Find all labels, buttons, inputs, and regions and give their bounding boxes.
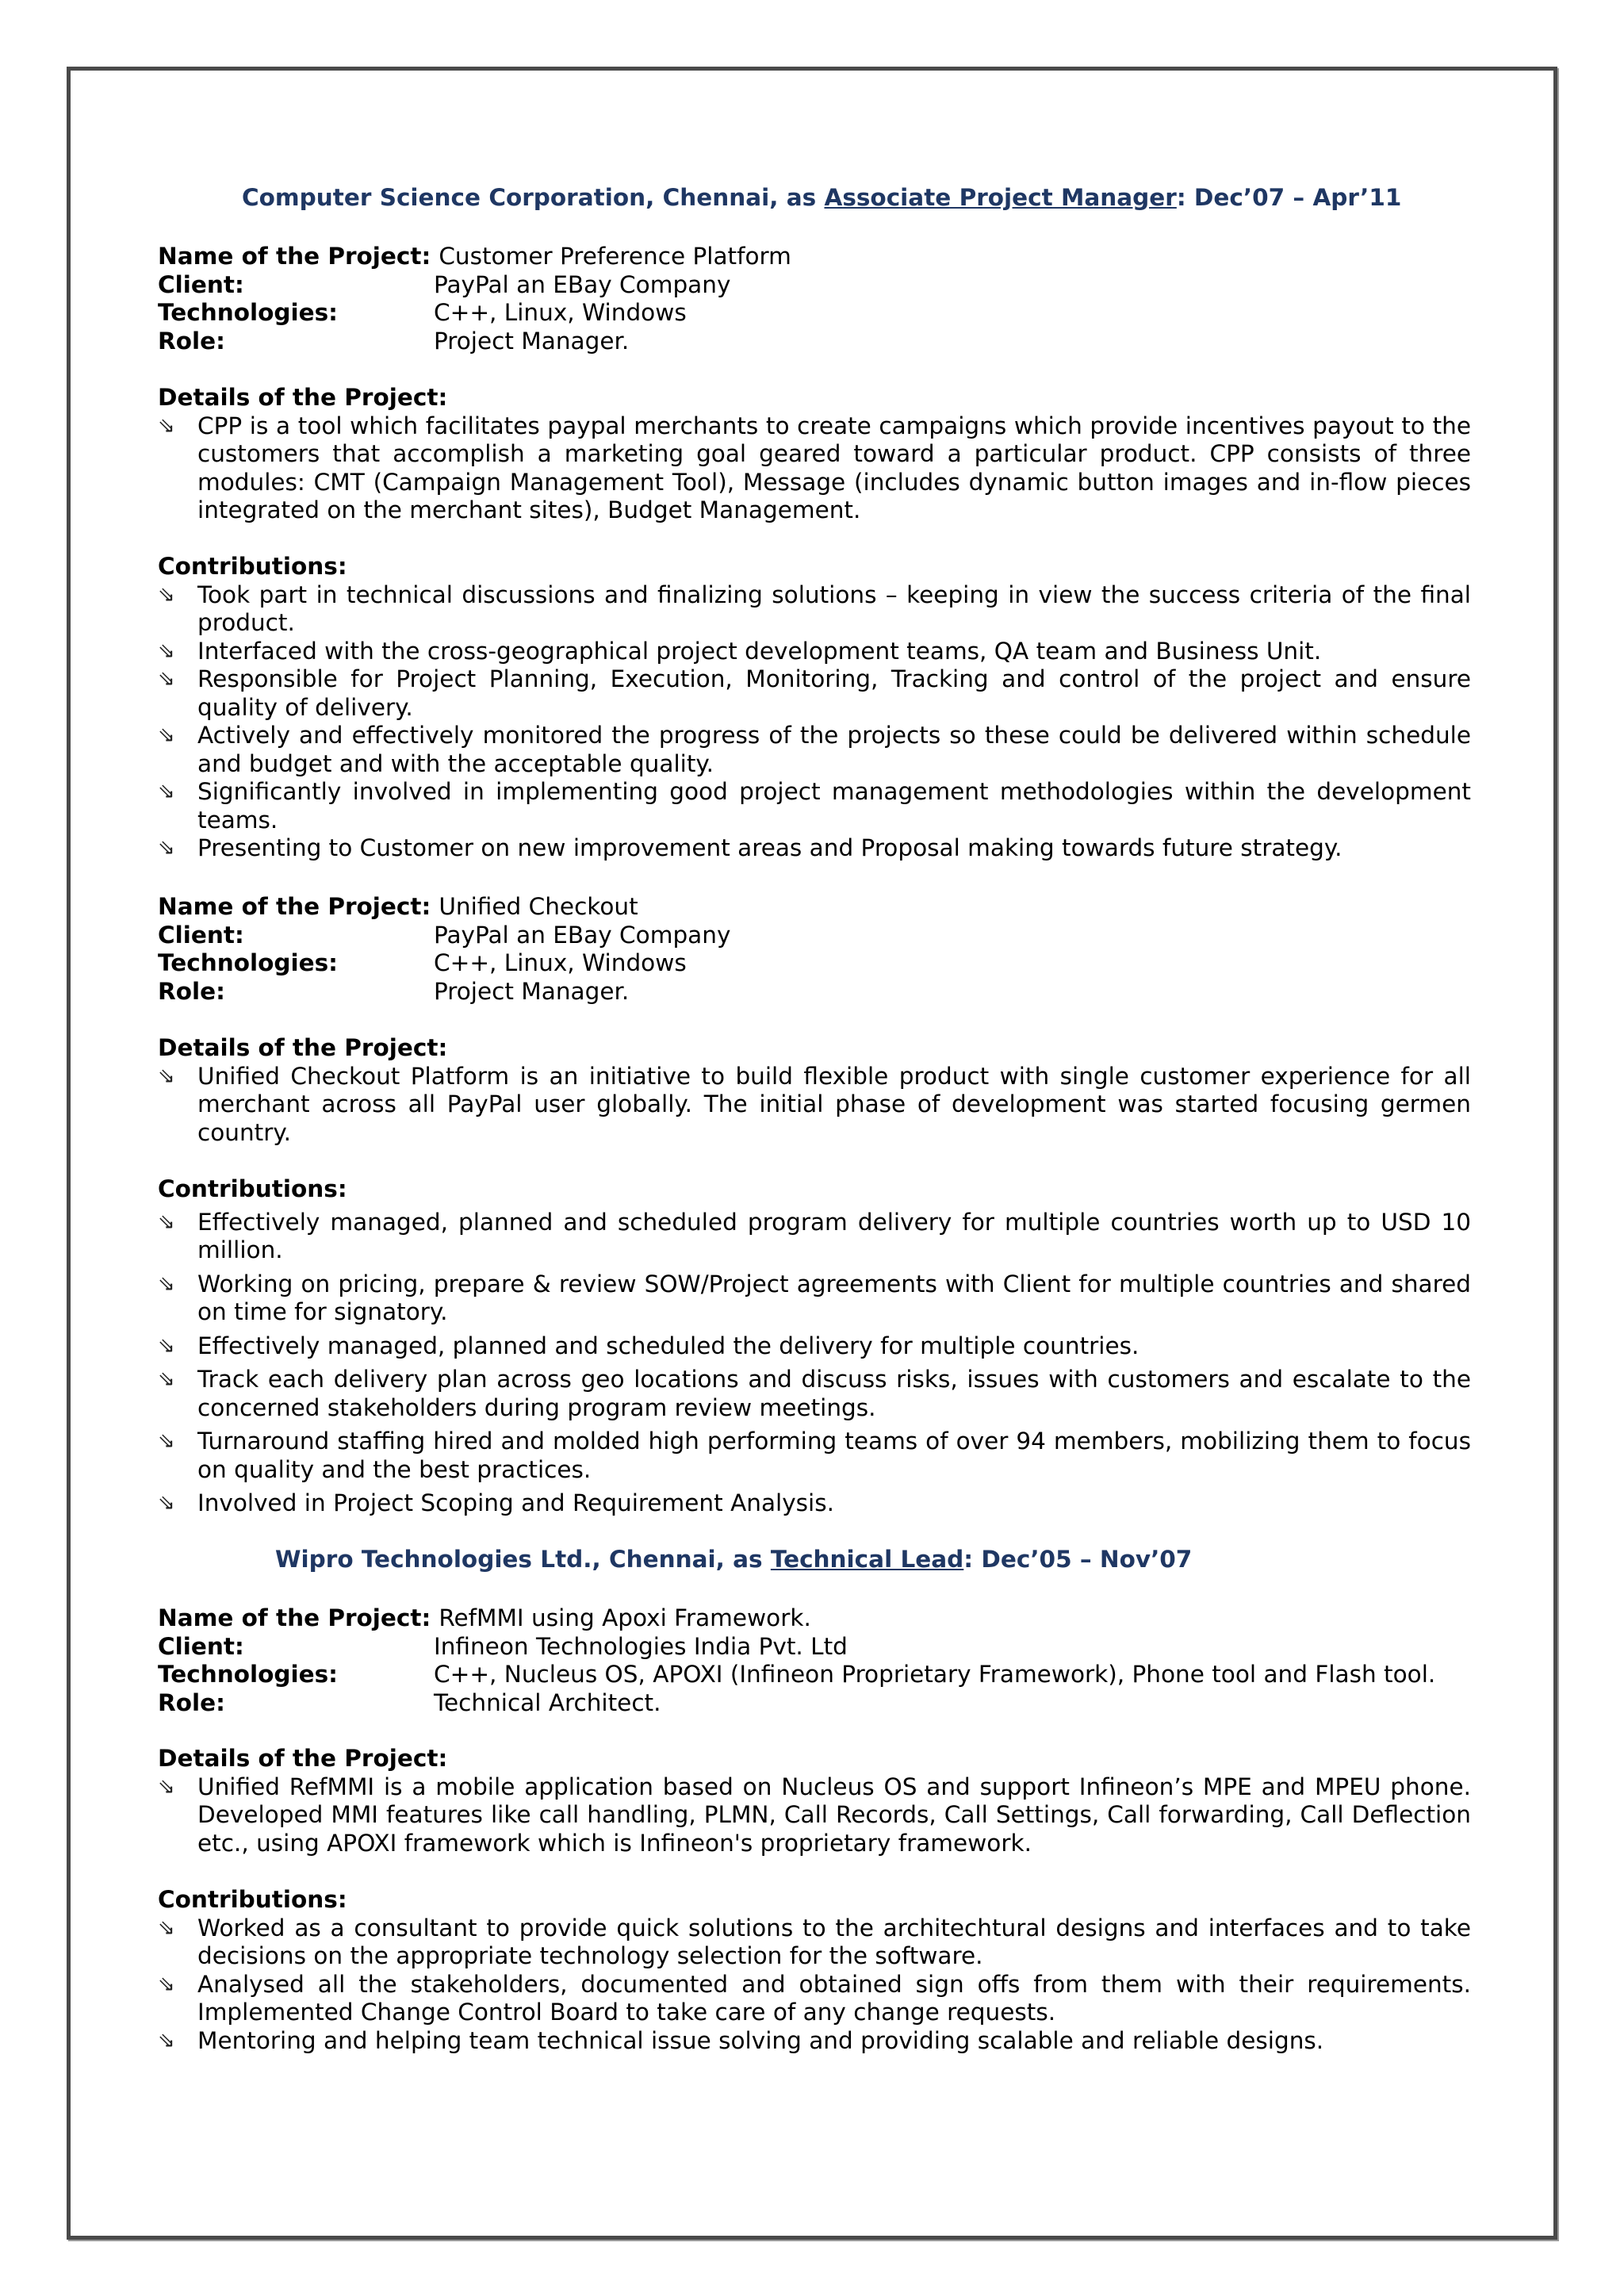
project-name-value: Unified Checkout — [439, 893, 638, 920]
project-name-label: Name of the Project: — [158, 1604, 431, 1631]
role-row — [158, 978, 1471, 1006]
technologies-label: Technologies: — [158, 949, 338, 976]
technologies-row — [158, 299, 1471, 328]
contributions-title: Contributions: — [158, 553, 347, 580]
list-item: ⇘ Worked as a consultant to provide quick solutions to the architechtural designs and interfaces and to take decisions on the appropriate technology selection for the software. — [158, 1914, 1471, 1969]
list-item: ⇘ Working on pricing, prepare & review SOW/Project agreements with Client for multiple countries and shared on time for signatory. — [158, 1270, 1471, 1325]
details-title: Details of the Project: — [158, 1034, 448, 1061]
csc-project2-details — [158, 1034, 1471, 1147]
list-item: ⇘ Interfaced with the cross-geographical project development teams, QA team and Business Unit. — [158, 637, 1322, 665]
role-label: Role: — [158, 1688, 225, 1716]
wipro-company: Wipro Technologies Ltd., Chennai, as — [275, 1546, 771, 1573]
arrow-bullet-icon: ⇘ — [158, 1064, 175, 1088]
project-name-value: Customer Preference Platform — [439, 243, 791, 270]
csc-role-link: Associate Project Manager — [824, 184, 1177, 211]
list-item: ⇘ Unified RefMMI is a mobile application based on Nucleus OS and support Infineon’s MPE and MPEU phone. Developed MMI features like call handling, PLMN, Call Records, Call Settings, Call forwarding, Call Deflection etc., using APOXI framework which is Infineon's proprietary framework. — [158, 1773, 1471, 1857]
details-list — [158, 412, 1471, 525]
arrow-bullet-icon: ⇘ — [158, 836, 175, 860]
wipro-project1-contributions — [158, 1886, 1471, 2055]
client-label: Client: — [158, 1632, 244, 1660]
list-item: ⇘ Significantly involved in implementing good project management methodologies within the development teams. — [158, 778, 1471, 834]
role-row — [158, 1689, 1471, 1718]
csc-project1-details — [158, 384, 1471, 525]
client-value: PayPal an EBay Company — [434, 270, 731, 298]
arrow-bullet-icon: ⇘ — [158, 1972, 175, 1996]
list-item: ⇘ Actively and effectively monitored the progress of the projects so these could be delivered within schedule and budget and with the acceptable quality. — [158, 722, 1471, 777]
wipro-role-link: Technical Lead — [770, 1546, 964, 1573]
arrow-bullet-icon: ⇘ — [158, 667, 175, 691]
role-value: Project Manager. — [434, 977, 630, 1005]
contributions-list — [158, 1915, 1471, 2056]
arrow-bullet-icon: ⇘ — [158, 1333, 175, 1358]
client-row — [158, 922, 1471, 950]
list-item: ⇘ Analysed all the stakeholders, documented and obtained sign offs from them with their requirements. Implemented Change Control Board to take care of any change requests. — [158, 1970, 1471, 2026]
project-name-row — [158, 893, 1471, 922]
arrow-bullet-icon: ⇘ — [158, 1209, 175, 1234]
list-item: ⇘ Track each delivery plan across geo locations and discuss risks, issues with customers and escalate to the concerned stakeholders during program review meetings. — [158, 1366, 1471, 1421]
details-list — [158, 1773, 1471, 1858]
csc-project2-contributions — [158, 1175, 1471, 1524]
arrow-bullet-icon: ⇘ — [158, 1271, 175, 1296]
arrow-bullet-icon: ⇘ — [158, 780, 175, 803]
list-item: ⇘ Involved in Project Scoping and Requirement Analysis. — [158, 1489, 834, 1516]
client-value: PayPal an EBay Company — [434, 921, 731, 949]
arrow-bullet-icon: ⇘ — [158, 638, 175, 663]
details-title: Details of the Project: — [158, 1745, 448, 1772]
contributions-list — [158, 581, 1471, 863]
technologies-row — [158, 1661, 1471, 1689]
project-name-row — [158, 243, 1471, 271]
project-name-row — [158, 1604, 1471, 1633]
arrow-bullet-icon: ⇘ — [158, 1915, 175, 1940]
technologies-value: C++, Linux, Windows — [434, 949, 687, 976]
csc-project2-info — [158, 893, 1471, 1006]
wipro-project1-details — [158, 1745, 1471, 1857]
csc-project1-contributions — [158, 553, 1471, 863]
list-item: ⇘ Effectively managed, planned and scheduled the delivery for multiple countries. — [158, 1332, 1139, 1359]
role-row — [158, 328, 1471, 356]
list-item: ⇘ Responsible for Project Planning, Execution, Monitoring, Tracking and control of the project and ensure quality of delivery. — [158, 665, 1471, 721]
role-label: Role: — [158, 977, 225, 1005]
technologies-row — [158, 949, 1471, 978]
arrow-bullet-icon: ⇘ — [158, 1774, 175, 1799]
client-value: Infineon Technologies India Pvt. Ltd — [434, 1632, 848, 1660]
details-list — [158, 1063, 1471, 1148]
client-label: Client: — [158, 270, 244, 298]
technologies-label: Technologies: — [158, 1661, 338, 1688]
list-item: ⇘ Turnaround staffing hired and molded high performing teams of over 94 members, mobilizing them to focus on quality and the best practices. — [158, 1428, 1471, 1483]
client-row — [158, 1633, 1471, 1662]
wipro-project1-info — [158, 1604, 1471, 1717]
project-name-label: Name of the Project: — [158, 893, 431, 920]
role-value: Project Manager. — [434, 327, 630, 355]
contributions-title: Contributions: — [158, 1886, 347, 1913]
client-label: Client: — [158, 921, 244, 949]
list-item: ⇘ CPP is a tool which facilitates paypal merchants to create campaigns which provide incentives payout to the customers that accomplish a marketing goal geared toward a particular product. CPP consists of three modules: CMT (Campaign Management Tool), Message (includes dynamic button images and in-flow pieces integrated on the merchant sites), Budget Management. — [158, 412, 1471, 523]
technologies-value: C++, Linux, Windows — [434, 299, 687, 326]
arrow-bullet-icon: ⇘ — [158, 723, 175, 747]
arrow-bullet-icon: ⇘ — [158, 1491, 175, 1515]
arrow-bullet-icon: ⇘ — [158, 1429, 175, 1453]
wipro-heading — [275, 1546, 1588, 1574]
wipro-dates: : Dec’05 – Nov’07 — [963, 1546, 1193, 1573]
client-row — [158, 271, 1471, 300]
list-item: ⇘ Unified Checkout Platform is an initiative to build flexible product with single customer experience for all merchant across all PayPal user globally. The initial phase of development was started focusing germen country. — [158, 1062, 1471, 1146]
list-item: ⇘ Mentoring and helping team technical issue solving and providing scalable and reliable designs. — [158, 2026, 1324, 2054]
csc-company: Computer Science Corporation, Chennai, as — [242, 184, 825, 211]
arrow-bullet-icon: ⇘ — [158, 413, 175, 438]
list-item: ⇘ Took part in technical discussions and finalizing solutions – keeping in view the success criteria of the final product. — [158, 581, 1471, 636]
arrow-bullet-icon: ⇘ — [158, 1367, 175, 1391]
list-item: ⇘ Presenting to Customer on new improvement areas and Proposal making towards future strategy. — [158, 834, 1342, 861]
role-label: Role: — [158, 327, 225, 355]
list-item: ⇘ Effectively managed, planned and scheduled program delivery for multiple countries worth up to USD 10 million. — [158, 1208, 1471, 1263]
contributions-list — [158, 1209, 1471, 1518]
technologies-label: Technologies: — [158, 299, 338, 326]
arrow-bullet-icon: ⇘ — [158, 2028, 175, 2053]
arrow-bullet-icon: ⇘ — [158, 582, 175, 607]
details-title: Details of the Project: — [158, 384, 448, 411]
project-name-label: Name of the Project: — [158, 243, 431, 270]
role-value: Technical Architect. — [434, 1688, 661, 1716]
technologies-value: C++, Nucleus OS, APOXI (Infineon Proprietary Framework), Phone tool and Flash tool. — [434, 1661, 1436, 1688]
contributions-title: Contributions: — [158, 1175, 347, 1202]
csc-heading — [242, 184, 1555, 213]
project-name-value: RefMMI using Apoxi Framework. — [439, 1604, 811, 1631]
csc-dates: : Dec’07 – Apr’11 — [1176, 184, 1402, 211]
csc-project1-info — [158, 243, 1471, 355]
